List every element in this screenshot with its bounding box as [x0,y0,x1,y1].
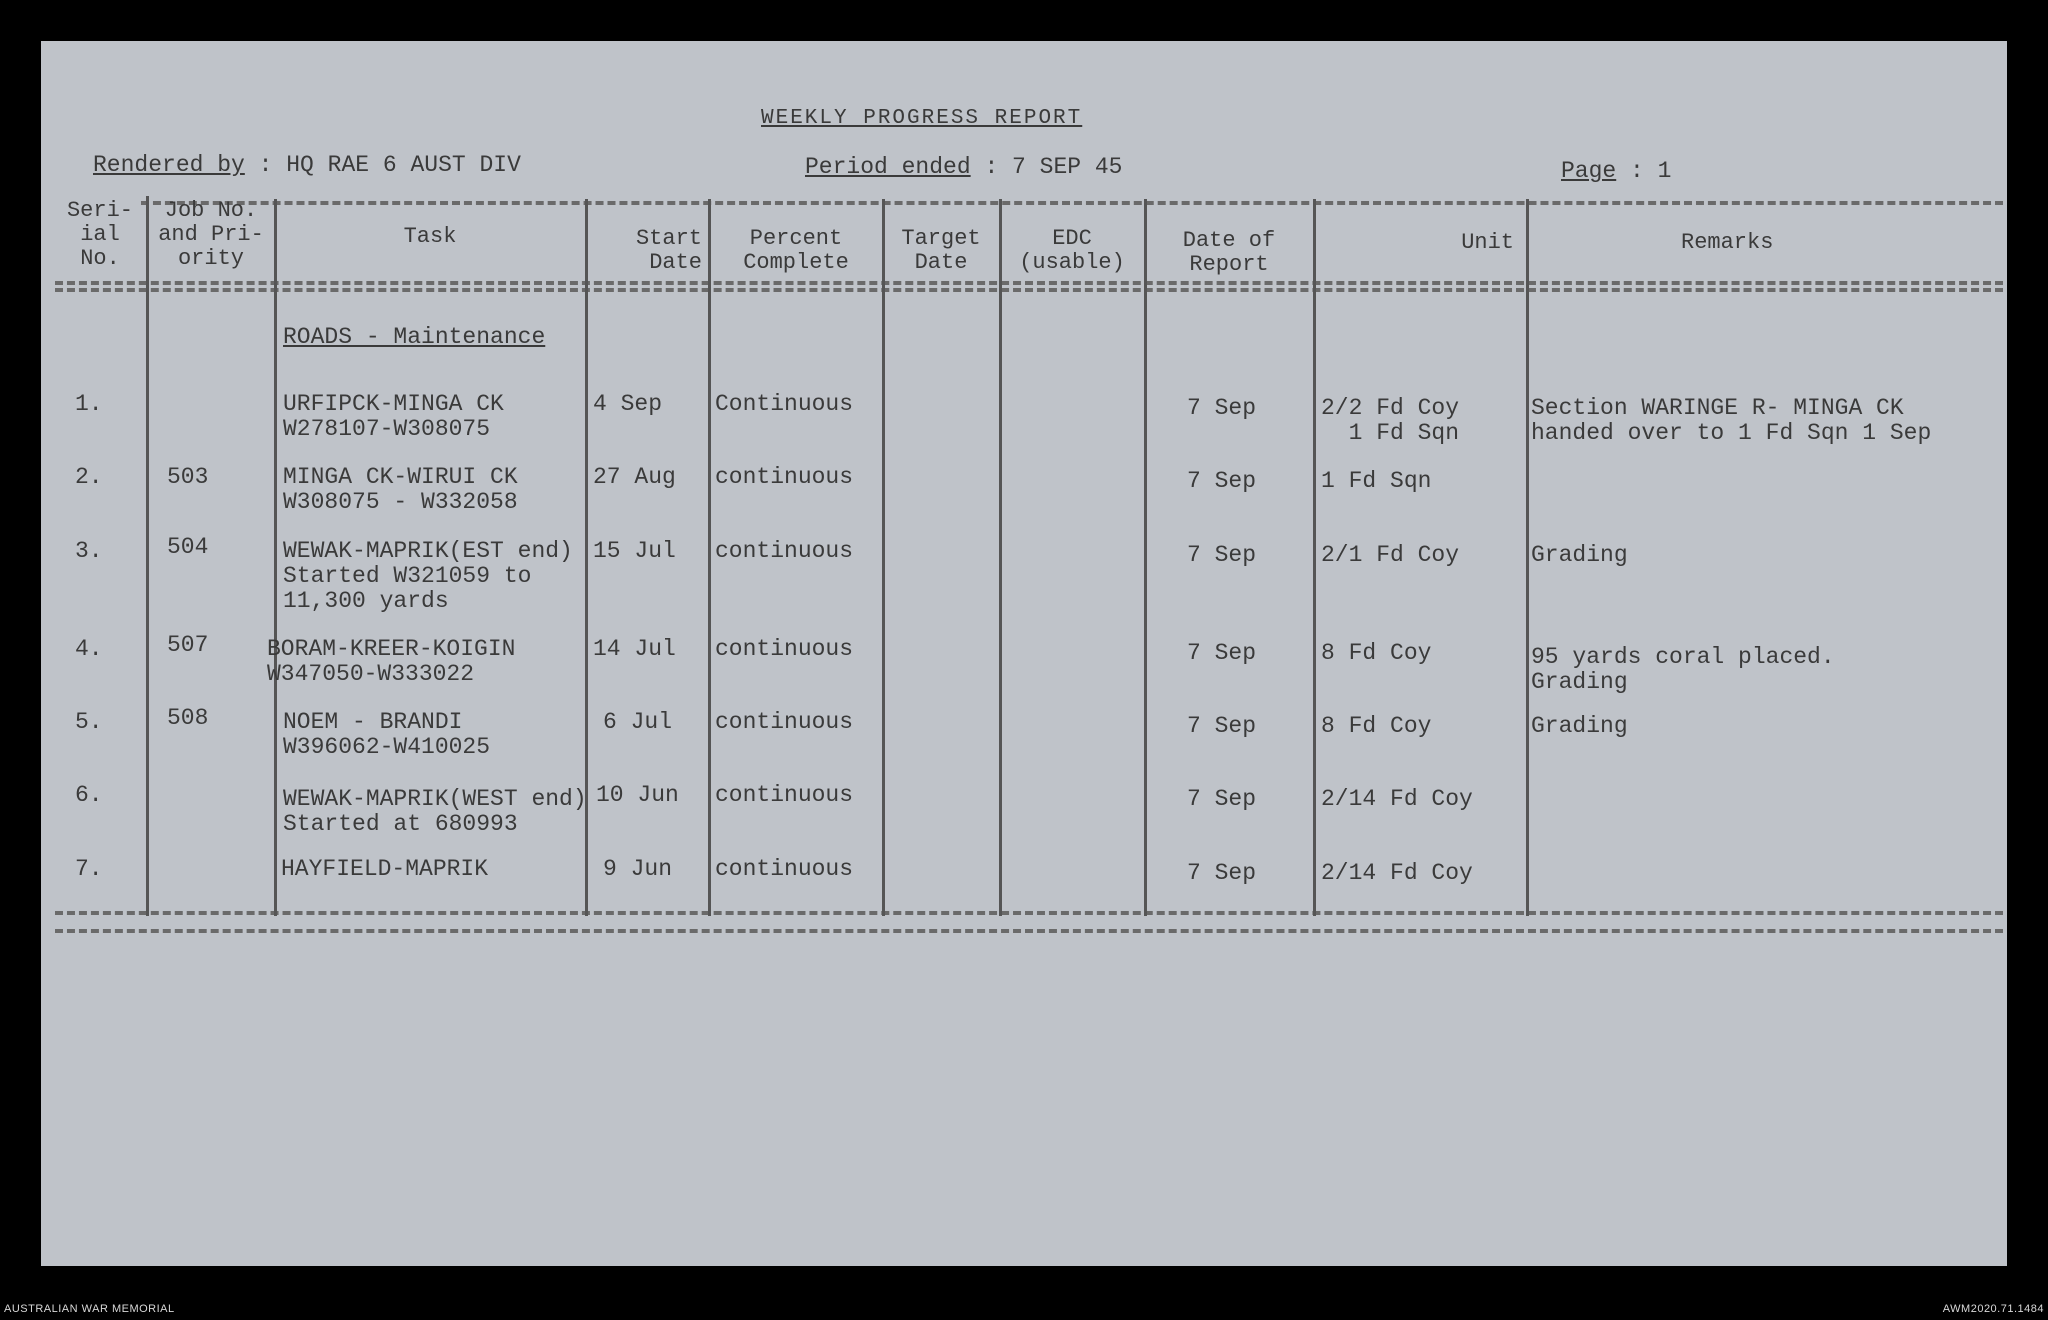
row-unit: 1 Fd Sqn [1321,468,1432,494]
row-unit: 8 Fd Coy [1321,713,1432,739]
row-report-date: 7 Sep [1187,468,1257,494]
period-label: Period ended [805,154,971,180]
rendered-by-label: Rendered by [93,152,245,178]
col-header-percent: Percent Complete [743,226,849,275]
row-unit: 2/14 Fd Coy [1321,786,1473,812]
row-unit: 2/14 Fd Coy [1321,860,1473,886]
row-percent: continuous [715,538,854,564]
row-task: NOEM - BRANDI W396062-W410025 [283,709,491,760]
row-percent: Continuous [715,391,854,417]
row-task: URFIPCK-MINGA CK W278107-W308075 [283,391,504,442]
col-divider-5 [882,199,885,916]
report-title: WEEKLY PROGRESS REPORT [761,107,1083,130]
row-start: 10 Jun [596,782,679,808]
row-task: MINGA CK-WIRUI CK W308075 - W332058 [283,464,518,515]
row-report-date: 7 Sep [1187,542,1257,568]
col-divider-8 [1313,199,1316,916]
row-serial: 4. [75,636,103,662]
table-top-rule [141,201,2003,205]
row-unit: 2/1 Fd Coy [1321,542,1460,568]
footer-institution: AUSTRALIAN WAR MEMORIAL [4,1303,175,1315]
rendered-by [93,153,521,178]
document-sheet [41,41,2007,1266]
row-serial: 5. [75,709,103,735]
row-task: BORAM-KREER-KOIGIN W347050-W333022 [267,636,516,687]
row-start: 14 Jul [593,636,676,662]
row-remarks: Grading [1531,542,1628,568]
row-job: 503 [167,464,209,490]
page-value: : 1 [1630,158,1672,184]
rendered-by-value: : HQ RAE 6 AUST DIV [258,152,521,178]
col-divider-1 [146,196,149,916]
table-bottom-rule [55,911,2003,915]
row-serial: 1. [75,391,103,417]
row-start: 4 Sep [593,391,663,417]
col-header-unit: Unit [1461,230,1514,255]
row-job: 507 [167,632,209,658]
section-heading: ROADS - Maintenance [283,324,546,350]
col-header-task: Task [403,224,457,249]
row-report-date: 7 Sep [1187,860,1257,886]
page-label: Page [1561,158,1617,184]
row-percent: continuous [715,709,854,735]
row-job: 508 [167,705,209,731]
col-header-target: Target Date [901,226,981,275]
row-job: 504 [167,534,209,560]
col-header-edc: EDC (usable) [1019,226,1125,275]
col-header-job: Job No. and Pri- ority [158,198,264,271]
page-number [1561,159,1671,184]
col-divider-7 [1144,199,1147,916]
row-percent: continuous [715,782,854,808]
row-serial: 2. [75,464,103,490]
row-report-date: 7 Sep [1187,640,1257,666]
table-bottom-rule-2 [55,929,2003,933]
row-report-date: 7 Sep [1187,395,1257,421]
row-task: HAYFIELD-MAPRIK [281,856,489,882]
row-unit: 2/2 Fd Coy 1 Fd Sqn [1321,395,1460,446]
col-header-report-date: Date of Report [1182,228,1276,277]
period-ended [805,155,1122,180]
col-header-remarks: Remarks [1681,230,1774,255]
col-header-start: Start Date [635,226,702,275]
row-serial: 6. [75,782,103,808]
row-percent: continuous [715,856,854,882]
header-bottom-rule-2 [55,288,2003,292]
row-remarks: Grading [1531,713,1628,739]
row-start: 15 Jul [593,538,676,564]
footer-accession-number: AWM2020.71.1484 [1942,1303,2044,1315]
period-value: : 7 SEP 45 [984,154,1123,180]
row-start: 9 Jun [603,856,673,882]
row-serial: 3. [75,538,103,564]
row-remarks: Section WARINGE R- MINGA CK handed over to 1 Fd Sqn 1 Sep [1531,395,1932,446]
row-percent: continuous [715,464,854,490]
col-header-serial: Seri- ial No. [66,198,133,271]
row-task: WEWAK-MAPRIK(WEST end) Started at 680993 [283,786,587,837]
row-report-date: 7 Sep [1187,713,1257,739]
row-serial: 7. [75,856,103,882]
row-report-date: 7 Sep [1187,786,1257,812]
row-remarks: 95 yards coral placed. Grading [1531,644,1835,695]
row-task: WEWAK-MAPRIK(EST end) Started W321059 to 11,300 yards [283,538,573,614]
row-percent: continuous [715,636,854,662]
row-unit: 8 Fd Coy [1321,640,1432,666]
row-start: 6 Jul [603,709,673,735]
row-start: 27 Aug [593,464,676,490]
col-divider-6 [999,199,1002,916]
col-divider-2 [274,199,277,916]
header-bottom-rule [55,281,2003,285]
col-divider-9 [1526,199,1529,916]
col-divider-4 [708,199,711,916]
